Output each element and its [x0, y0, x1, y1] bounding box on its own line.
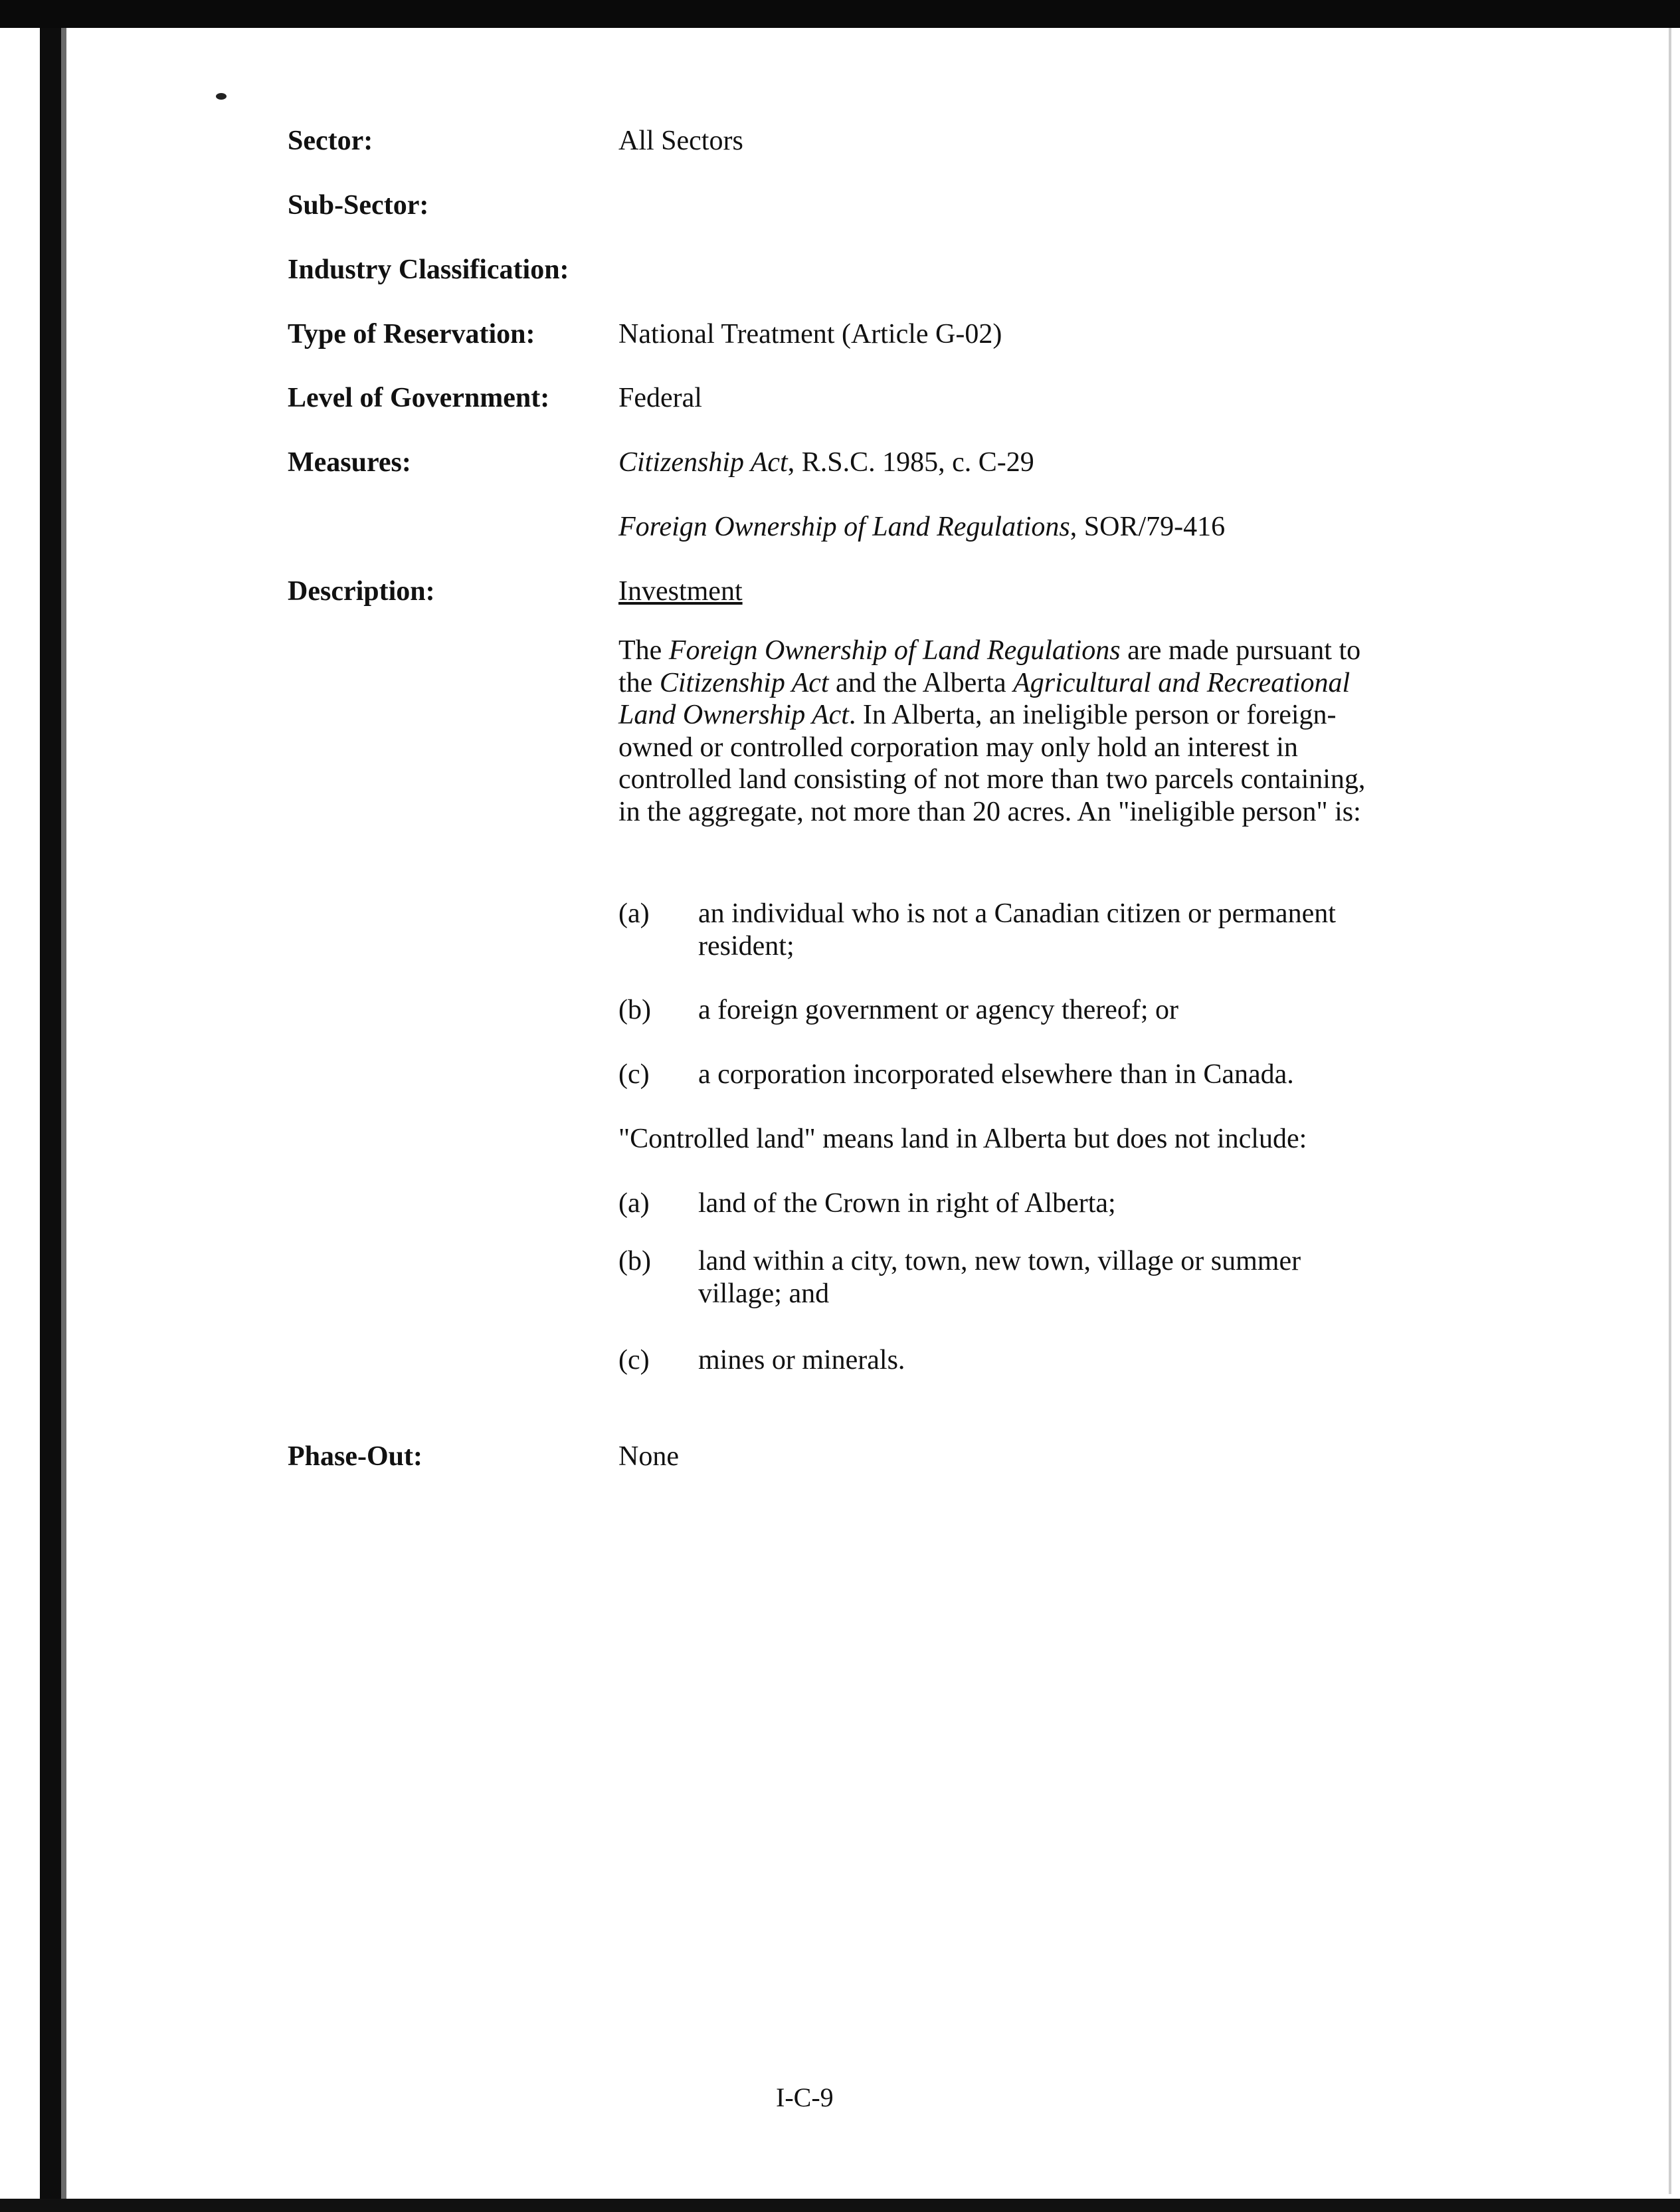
list-marker: (a) [618, 898, 650, 929]
para-text-1: The [618, 635, 669, 666]
scan-border-left-shadow [61, 28, 66, 2212]
scan-border-top [0, 0, 1680, 28]
scan-border-right [1669, 28, 1671, 2194]
description-paragraph [618, 635, 1369, 828]
measure-1-title: Citizenship Act [618, 447, 788, 478]
measure-2 [618, 511, 1225, 543]
list-marker: (c) [618, 1345, 650, 1375]
para-text-2: are made pursuant to the [618, 635, 1361, 698]
type-of-reservation-label: Type of Reservation: [288, 319, 535, 350]
scan-speck [216, 93, 227, 100]
scan-border-left [40, 28, 61, 2212]
phase-out-value: None [618, 1441, 679, 1472]
list-item-text: a corporation incorporated elsewhere than in Canada. [698, 1059, 1294, 1090]
list-item-text: land within a city, town, new town, village or summer village; and [698, 1246, 1301, 1309]
measure-2-ref: , SOR/79-416 [1070, 512, 1226, 542]
controlled-land-intro: "Controlled land" means land in Alberta but does not include: [618, 1124, 1307, 1154]
measure-1-ref: , R.S.C. 1985, c. C-29 [787, 447, 1034, 478]
description-heading: Investment [618, 576, 743, 607]
sector-label: Sector: [288, 126, 373, 156]
list-item-text: an individual who is not a Canadian citizen or permanent resident; [698, 898, 1336, 961]
list-item-text: mines or minerals. [698, 1345, 905, 1375]
list-marker: (c) [618, 1059, 650, 1090]
para-text-4: . In Alberta, an ineligible person or foreign-owned or controlled corporation may only hold an interest in controlled land consisting of not more than two parcels containing, in the aggregate, not more than 20 acres. An "ineligible person" is: [618, 700, 1366, 827]
sector-value: All Sectors [618, 126, 743, 156]
para-italic-citizenship-act: Citizenship Act [659, 667, 829, 698]
sub-sector-label: Sub-Sector: [288, 190, 429, 221]
para-italic-alberta-act: Agricultural and Recreational Land Ownership Act [618, 667, 1351, 730]
list-item-text: a foreign government or agency thereof; or [698, 995, 1179, 1025]
measure-2-title: Foreign Ownership of Land Regulations [618, 512, 1070, 542]
type-of-reservation-value: National Treatment (Article G-02) [618, 319, 1002, 350]
para-text-3: and the Alberta [828, 667, 1014, 698]
list-marker: (b) [618, 995, 651, 1025]
para-italic-regulations: Foreign Ownership of Land Regulations [668, 635, 1121, 666]
phase-out-label: Phase-Out: [288, 1441, 422, 1472]
measure-1 [618, 447, 1034, 478]
description-label: Description: [288, 576, 435, 607]
page-number: I-C-9 [776, 2082, 834, 2112]
list-marker: (a) [618, 1188, 650, 1219]
list-item-text: land of the Crown in right of Alberta; [698, 1188, 1116, 1219]
industry-classification-label: Industry Classification: [288, 254, 569, 285]
level-of-government-label: Level of Government: [288, 383, 550, 413]
scan-border-bottom [0, 2199, 1680, 2212]
measures-label: Measures: [288, 447, 411, 478]
level-of-government-value: Federal [618, 383, 702, 413]
list-marker: (b) [618, 1246, 651, 1276]
